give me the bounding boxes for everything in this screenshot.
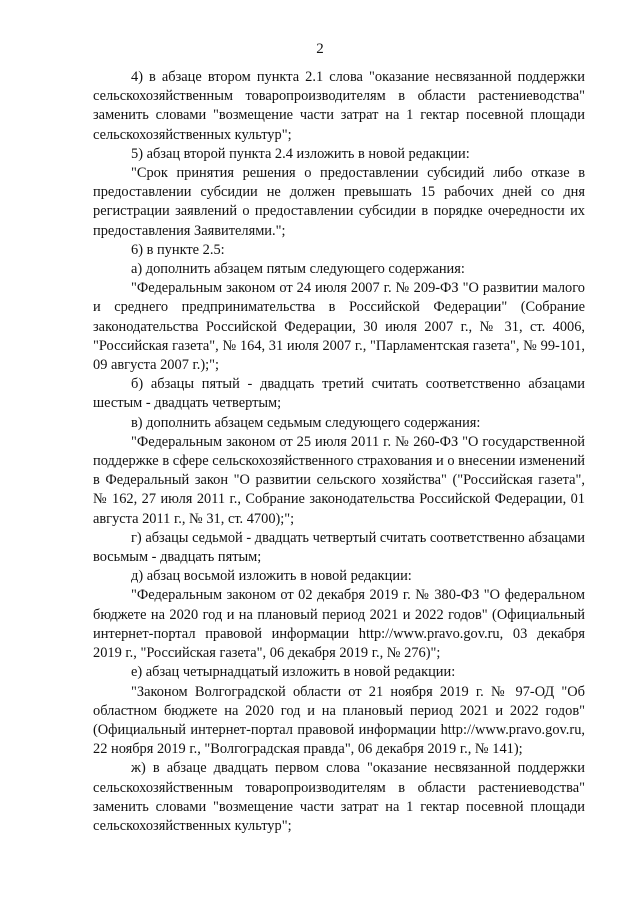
- page-number: 2: [316, 41, 324, 57]
- paragraph: б) абзацы пятый - двадцать третий считать соответственно абзацами шестым - двадцать четвертым;: [93, 376, 585, 412]
- paragraph: "Законом Волгоградской области от 21 ноября 2019 г. № 97-ОД "Об областном бюджете на 2020 год и на плановый период 2021 и 2022 годов" (Официальный интернет-портал правовой информации http://www.pravo.gov.ru, 22 ноября 2019 г., "Волгоградская правда", 06 декабря 2019 г., № 141);: [93, 683, 585, 758]
- paragraph: "Срок принятия решения о предоставлении субсидий либо отказе в предоставлении субсидии не должен превышать 15 рабочих дней со дня регистрации заявлений о предоставлении субсидии в порядке очередности их предоставления Заявителями.";: [93, 165, 585, 239]
- paragraph: е) абзац четырнадцатый изложить в новой редакции:: [131, 664, 456, 681]
- paragraph: г) абзацы седьмой - двадцать четвертый считать соответственно абзацами восьмым - двадцать пятым;: [93, 529, 585, 566]
- paragraph: д) абзац восьмой изложить в новой редакции:: [131, 568, 412, 585]
- paragraph: ж) в абзаце двадцать первом слова "оказание несвязанной поддержки сельскохозяйственным товаропроизводителям в области растениеводства" заменить словами "возмещение части затрат на 1 гектар посевной площади сельскохозяйственных культур";: [93, 760, 585, 834]
- document-body: [93, 68, 585, 836]
- paragraph: "Федеральным законом от 24 июля 2007 г. № 209-ФЗ "О развитии малого и среднего предпринимательства в Российской Федерации" (Собрание законодательства Российской Федерации, 30 июля 2007 г., № 31, ст. 4006, "Российская газета", № 164, 31 июля 2007 г., "Парламентская газета", № 99-101, 09 августа 2007 г.);";: [93, 280, 585, 374]
- paragraph: а) дополнить абзацем пятым следующего содержания:: [131, 261, 465, 278]
- paragraph: "Федеральным законом от 25 июля 2011 г. № 260-ФЗ "О государственной поддержке в сфере сельскохозяйственного страхования и о внесении изменений в Федеральный закон "О развитии сельского хозяйства" ("Российская газета", № 162, 27 июля 2011 г., Собрание законодательства Российской Федерации, 01 августа 2011 г., № 31, ст. 4700);";: [93, 433, 585, 527]
- paragraph: "Федеральным законом от 02 декабря 2019 г. № 380-ФЗ "О федеральном бюджете на 2020 год и на плановый период 2021 и 2022 годов" (Официальный интернет-портал правовой информации http://www.pravo.gov.ru, 03 декабря 2019 г., "Российская газета", 06 декабря 2019 г., № 276)";: [93, 587, 585, 662]
- paragraph: 5) абзац второй пункта 2.4 изложить в новой редакции:: [131, 145, 470, 162]
- paragraph: 6) в пункте 2.5:: [131, 241, 225, 258]
- paragraph: в) дополнить абзацем седьмым следующего содержания:: [131, 414, 481, 431]
- paragraph: 4) в абзаце втором пункта 2.1 слова "оказание несвязанной поддержки сельскохозяйственным товаропроизводителям в области растениеводства" заменить словами "возмещение части затрат на 1 гектар посевной площади сельскохозяйственных культур";: [93, 69, 585, 143]
